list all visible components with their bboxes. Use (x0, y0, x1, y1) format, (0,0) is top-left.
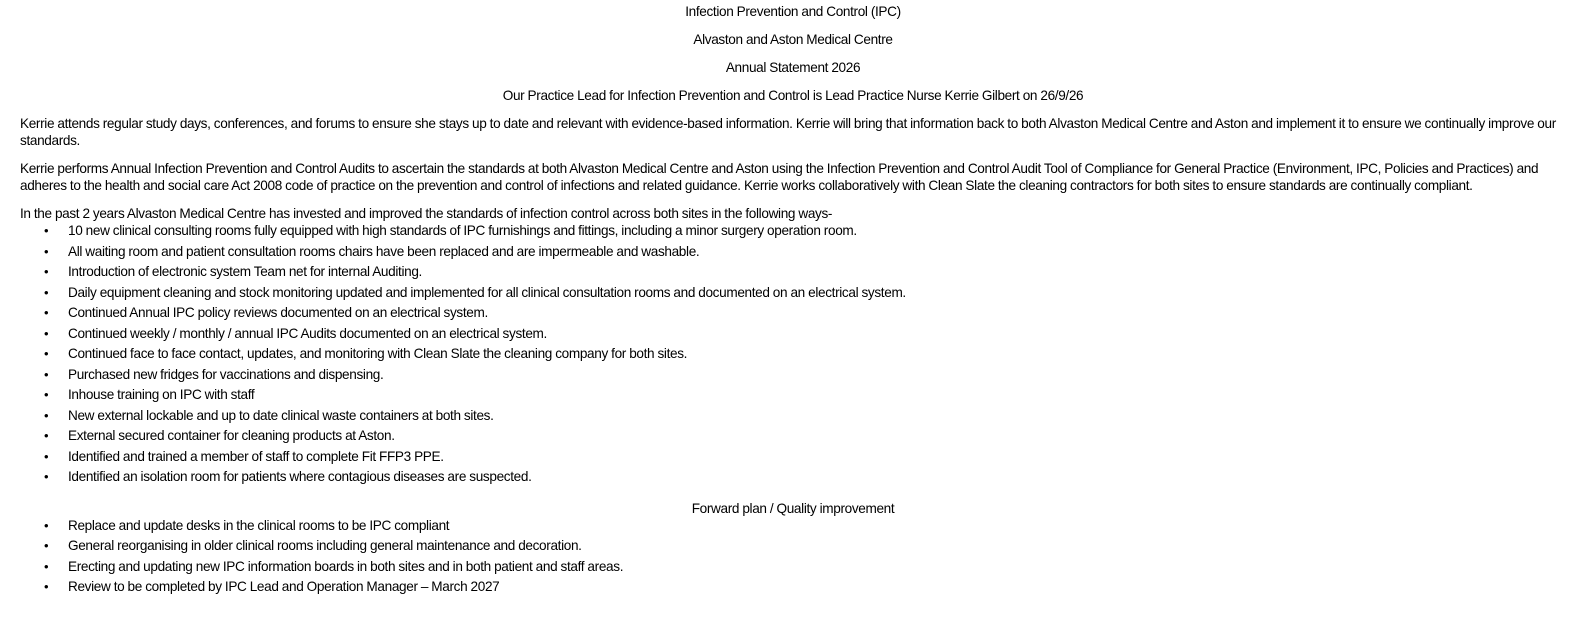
document-title: Infection Prevention and Control (IPC) (685, 4, 901, 19)
bullet-icon: • (44, 469, 49, 484)
forward-plan-heading: Forward plan / Quality improvement (691, 500, 895, 516)
list-item-text: General reorganising in older clinical rooms including general maintenance and decoration. (68, 538, 582, 553)
bullet-icon: • (44, 366, 49, 382)
list-item (20, 448, 1566, 469)
bullet-icon: • (44, 264, 49, 279)
bullet-icon: • (44, 387, 49, 402)
practice-name: Alvaston and Aston Medical Centre (693, 32, 893, 47)
list-item (20, 386, 1566, 407)
list-item (20, 222, 1566, 243)
bullet-icon: • (44, 538, 49, 553)
bullet-icon: • (44, 407, 49, 423)
list-item (20, 345, 1566, 366)
forward-plan-list (20, 517, 1566, 599)
bullet-icon: • (44, 325, 49, 341)
bullet-icon: • (44, 448, 49, 464)
list-item (20, 243, 1566, 264)
paragraph-audits: Kerrie performs Annual Infection Prevention and Control Audits to ascertain the standards at both Alvaston Medical Centre and Aston using the Infection Prevention and Control Audit Tool of Compliance for General Practice (Environment, IPC, Policies and Practices) and adheres to the health and social care Act 2008 code of practice on the prevention and control of infections and related guidance. Kerrie works collaboratively with Clean Slate the cleaning contractors for both sites to ensure standards are continually compliant. (20, 161, 1539, 193)
list-item (20, 537, 1566, 558)
list-item-text: Erecting and updating new IPC information boards in both sites and in both patient and staff areas. (68, 558, 624, 574)
paragraph-investment-intro: In the past 2 years Alvaston Medical Centre has invested and improved the standards of infection control across both sites in the following ways- (20, 206, 833, 221)
list-item-text: Purchased new fridges for vaccinations and dispensing. (68, 366, 384, 382)
bullet-icon: • (44, 305, 49, 320)
bullet-icon: • (44, 579, 49, 594)
paragraph-study-days: Kerrie attends regular study days, conferences, and forums to ensure she stays up to date and relevant with evidence-based information. Kerrie will bring that information back to both Alvaston Medical Centre and Aston and implement it to ensure we continually improve our standards. (20, 116, 1556, 148)
list-item-text: Identified and trained a member of staff to complete Fit FFP3 PPE. (68, 448, 444, 464)
list-item (20, 407, 1566, 428)
list-item-text: Review to be completed by IPC Lead and Operation Manager – March 2027 (68, 579, 500, 594)
practice-lead-line: Our Practice Lead for Infection Prevention and Control is Lead Practice Nurse Kerrie Gilbert on 26/9/26 (502, 88, 1084, 103)
list-item-text: New external lockable and up to date clinical waste containers at both sites. (68, 407, 494, 423)
list-item (20, 427, 1566, 448)
list-item-text: Replace and update desks in the clinical rooms to be IPC compliant (68, 517, 450, 533)
list-item (20, 468, 1566, 489)
bullet-icon: • (44, 284, 49, 300)
list-item (20, 325, 1566, 346)
bullet-icon: • (44, 346, 49, 361)
bullet-icon: • (44, 223, 49, 238)
list-item (20, 366, 1566, 387)
list-item (20, 284, 1566, 305)
list-item-text: 10 new clinical consulting rooms fully equipped with high standards of IPC furnishings and fittings, including a minor surgery operation room. (68, 223, 857, 238)
list-item (20, 517, 1566, 538)
list-item-text: Inhouse training on IPC with staff (68, 387, 255, 402)
bullet-icon: • (44, 558, 49, 574)
improvements-list (20, 222, 1566, 489)
list-item-text: Identified an isolation room for patients where contagious diseases are suspected. (68, 469, 532, 484)
list-item (20, 263, 1566, 284)
list-item (20, 578, 1566, 599)
list-item (20, 304, 1566, 325)
list-item-text: Continued weekly / monthly / annual IPC Audits documented on an electrical system. (68, 325, 547, 341)
statement-title: Annual Statement 2026 (725, 60, 861, 75)
bullet-icon: • (44, 517, 49, 533)
list-item-text: External secured container for cleaning products at Aston. (68, 428, 395, 443)
bullet-icon: • (44, 243, 49, 259)
list-item (20, 558, 1566, 579)
list-item-text: Daily equipment cleaning and stock monitoring updated and implemented for all clinical consultation rooms and documented on an electrical system. (68, 284, 906, 300)
list-item-text: Introduction of electronic system Team net for internal Auditing. (68, 264, 422, 279)
bullet-icon: • (44, 428, 49, 443)
list-item-text: Continued face to face contact, updates, and monitoring with Clean Slate the cleaning company for both sites. (68, 346, 688, 361)
list-item-text: Continued Annual IPC policy reviews documented on an electrical system. (68, 305, 488, 320)
list-item-text: All waiting room and patient consultation rooms chairs have been replaced and are impermeable and washable. (68, 243, 700, 259)
